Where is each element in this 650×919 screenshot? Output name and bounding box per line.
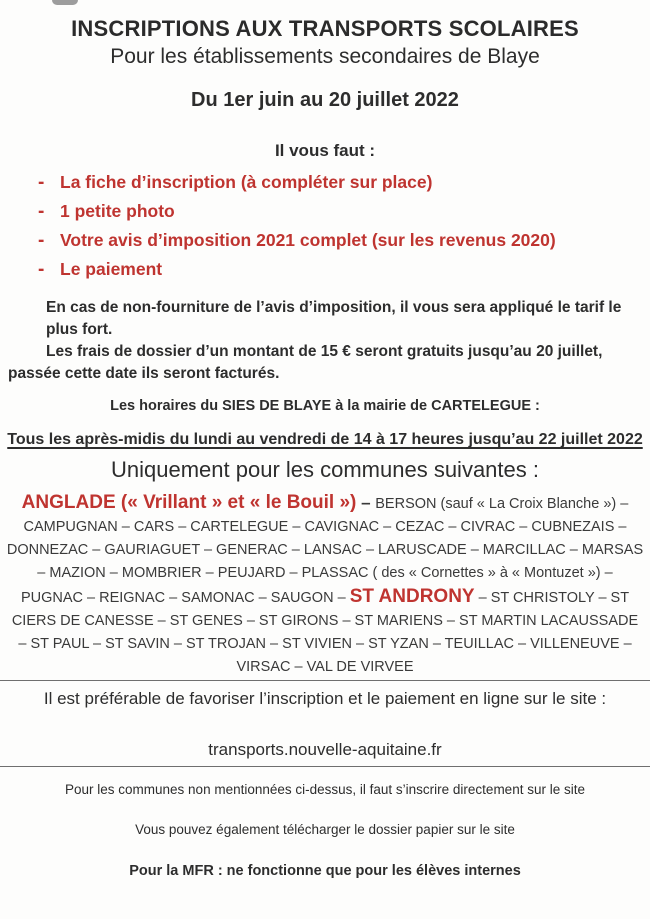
- other-communes-line: Pour les communes non mentionnées ci-dessus, il faut s’inscrire directement sur le site: [65, 782, 585, 797]
- bullet-dash-icon: -: [38, 259, 45, 280]
- online-preference-line: Il est préférable de favoriser l’inscription et le paiement en ligne sur le site :: [43, 689, 607, 708]
- requirement-text: La fiche d’inscription (à compléter sur place): [60, 172, 433, 192]
- fees-paragraph-tarif: En cas de non-fourniture de l’avis d’imposition, il vous sera appliqué le tarif le plus fort.: [46, 299, 622, 338]
- list-item: [0, 197, 650, 226]
- communes-segment: BERSON (sauf « La Croix Blanche ») – CAMPUGNAN – CARS – CARTELEGUE – CAVIGNAC – CEZAC – CIVRAC – CUBNEZAIS – DONNEZAC – GAURIAGUET – GENERAC – LANSAC – LARUSCADE – MARCILLAC – MARSAS – MAZION – MOMBRIER – PEUJARD – PLASSAC ( des « Cornettes » à « Montuzet ») – PUGNAC – REIGNAC – SAMONAC – SAUGON –: [6, 496, 644, 606]
- list-item: [0, 226, 650, 255]
- download-dossier-line: Vous pouvez également télécharger le dossier papier sur le site: [135, 822, 515, 837]
- horizontal-rule: [0, 766, 650, 767]
- communes-heading: Uniquement pour les communes suivantes :: [111, 457, 539, 482]
- requirements-heading: Il vous faut :: [274, 141, 376, 160]
- schedule-hours-line: Tous les après-midis du lundi au vendredi de 14 à 17 heures jusqu’au 22 juillet 2022: [7, 431, 643, 448]
- requirement-text: Le paiement: [60, 259, 163, 279]
- communes-list: [0, 491, 650, 679]
- schedule-location-line: Les horaires du SIES DE BLAYE à la mairie de CARTELEGUE :: [110, 398, 540, 414]
- list-item: [0, 255, 650, 284]
- requirement-text: Votre avis d’imposition 2021 complet (sur les revenus 2020): [60, 230, 556, 250]
- website-address: transports.nouvelle-aquitaine.fr: [208, 740, 442, 759]
- registration-period: Du 1er juin au 20 juillet 2022: [191, 89, 459, 111]
- bullet-dash-icon: -: [38, 172, 45, 193]
- bullet-dash-icon: -: [38, 201, 45, 222]
- list-item: [0, 168, 650, 197]
- mfr-note-line: Pour la MFR : ne fonctionne que pour les élèves internes: [129, 863, 521, 879]
- scan-artifact-smudge: [52, 0, 78, 5]
- page-title: INSCRIPTIONS AUX TRANSPORTS SCOLAIRES: [71, 16, 579, 41]
- commune-highlight-anglade: ANGLADE (« Vrillant » et « le Bouil »): [21, 492, 357, 513]
- commune-highlight-st-androny: ST ANDRONY: [349, 586, 475, 607]
- fees-notes: [0, 297, 650, 385]
- requirements-list: [0, 168, 650, 284]
- requirement-text: 1 petite photo: [60, 201, 175, 221]
- horizontal-rule: [0, 680, 650, 681]
- page-subtitle: Pour les établissements secondaires de Blaye: [110, 45, 540, 68]
- communes-segment: – ST CHRISTOLY – ST CIERS DE CANESSE – ST GENES – ST GIRONS – ST MARIENS – ST MARTIN LACAUSSADE – ST PAUL – ST SAVIN – ST TROJAN – ST VIVIEN – ST YZAN – TEUILLAC – VILLENEUVE – VIRSAC – VAL DE VIRVEE: [11, 590, 639, 675]
- fees-paragraph-frais: Les frais de dossier d’un montant de 15 € seront gratuits jusqu’au 20 juillet, passée cette date ils seront facturés.: [8, 343, 603, 382]
- dash-separator: –: [356, 493, 376, 512]
- bullet-dash-icon: -: [38, 230, 45, 251]
